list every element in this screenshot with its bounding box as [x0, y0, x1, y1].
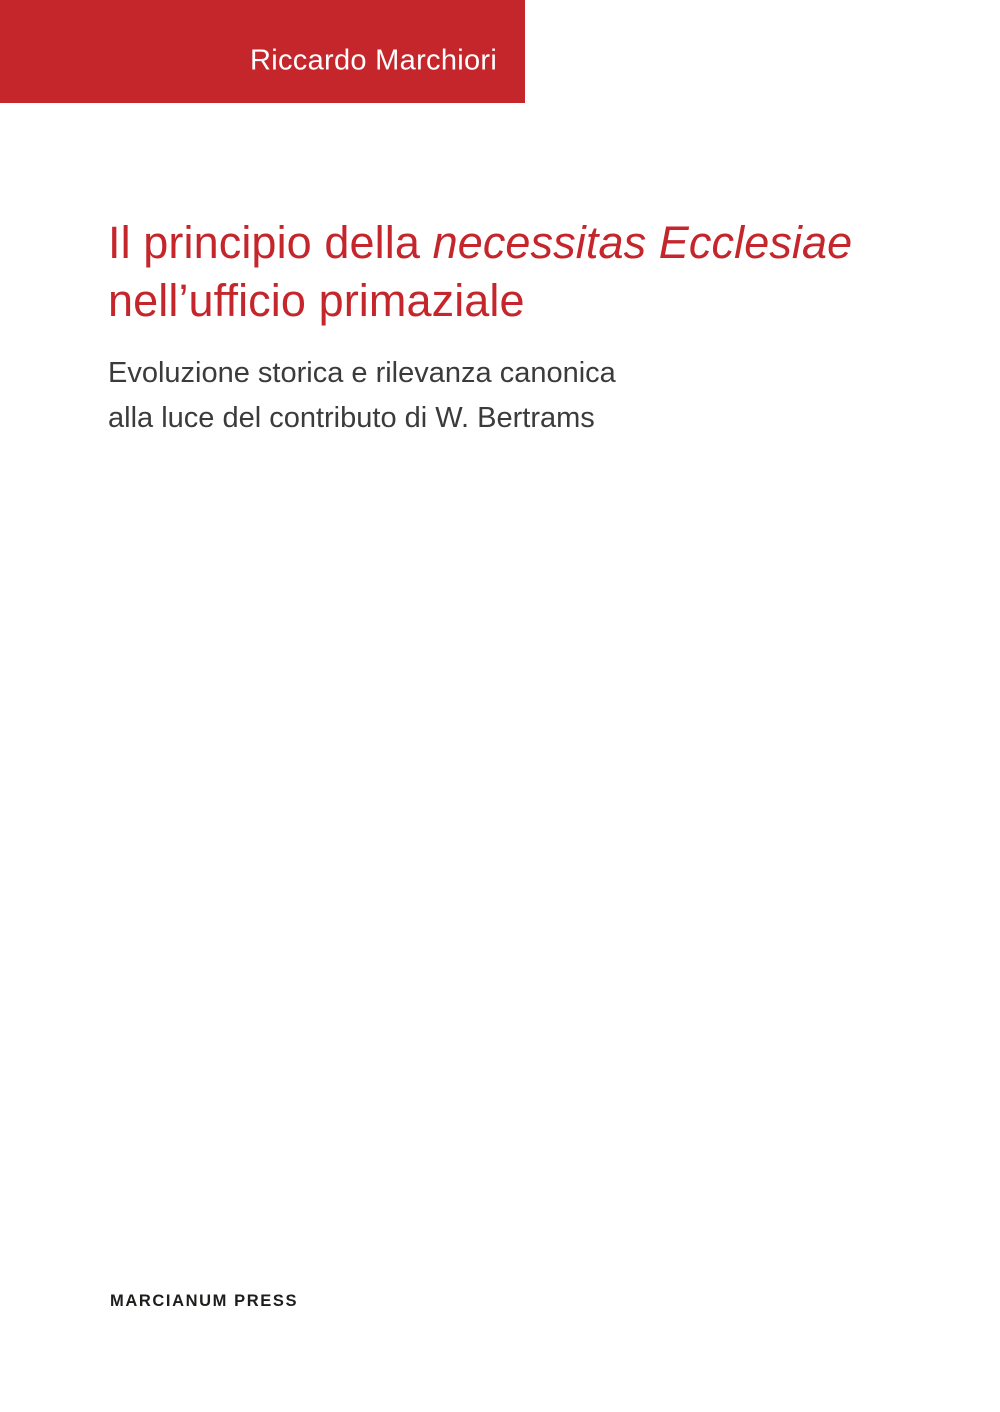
subtitle-line2: alla luce del contributo di W. Bertrams	[108, 402, 595, 435]
subtitle	[108, 351, 908, 441]
author-band	[0, 0, 525, 103]
title-line2: nell’ufficio primaziale	[108, 274, 525, 326]
page-title	[108, 214, 908, 329]
title-line1-regular: Il principio della	[108, 217, 433, 268]
title-line1-italic: necessitas Ecclesiae	[432, 217, 853, 268]
title-block	[108, 214, 908, 441]
subtitle-line1: Evoluzione storica e rilevanza canonica	[108, 357, 616, 390]
publisher-logo: MARCIANUM PRESS	[110, 1292, 299, 1310]
author-name: Riccardo Marchiori	[250, 44, 498, 77]
